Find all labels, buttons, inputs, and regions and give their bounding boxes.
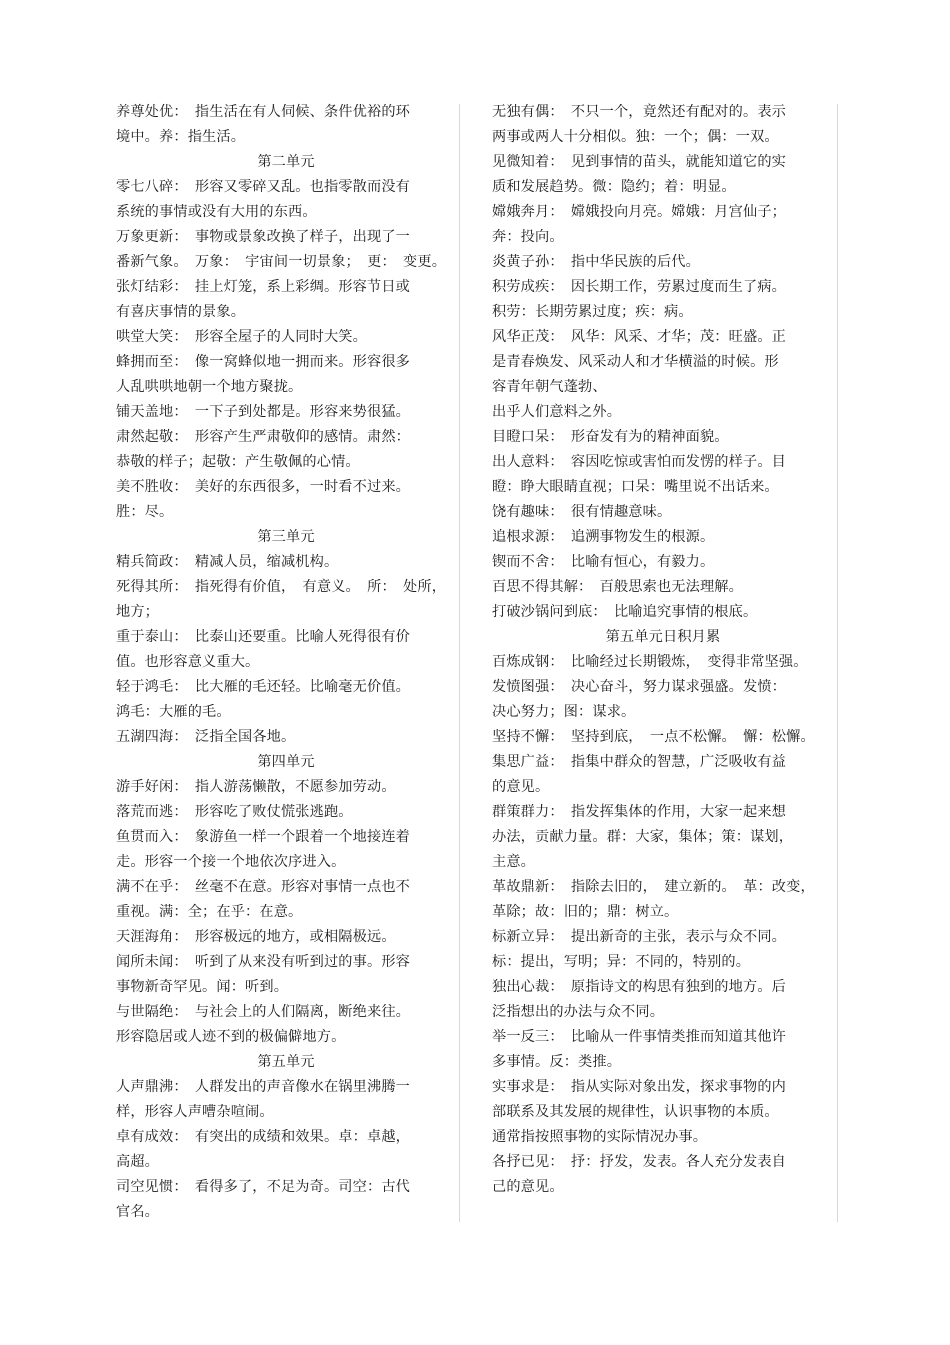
idiom-line: 无独有偶： 不只一个，竟然还有配对的。表示	[492, 104, 786, 120]
idiom-line: 卓有成效： 有突出的成绩和效果。卓：卓越，	[116, 1129, 410, 1145]
section-heading: 第五单元	[257, 1054, 315, 1070]
idiom-line: 标：提出，写明；异：不同的，特别的。	[492, 954, 751, 970]
idiom-line: 境中。养：指生活。	[116, 129, 246, 145]
section-heading: 第五单元日积月累	[605, 629, 721, 645]
section-heading: 第四单元	[257, 754, 315, 770]
idiom-line: 胜：尽。	[116, 504, 174, 520]
column-divider-middle	[459, 104, 460, 1222]
idiom-line: 两事或两人十分相似。独：一个；偶：一双。	[492, 129, 779, 145]
idiom-line: 发愤图强： 决心奋斗，努力谋求强盛。发愤：	[492, 679, 786, 695]
idiom-line: 百思不得其解： 百般思索也无法理解。	[492, 579, 743, 595]
idiom-line: 部联系及其发展的规律性，认识事物的本质。	[492, 1104, 779, 1120]
idiom-line: 精兵简政： 精减人员，缩减机构。	[116, 554, 339, 570]
idiom-line: 积劳成疾： 因长期工作，劳累过度而生了病。	[492, 279, 786, 295]
idiom-line: 官名。	[116, 1204, 160, 1220]
idiom-line: 独出心裁： 原指诗文的构思有独到的地方。后	[492, 979, 786, 995]
idiom-line: 人声鼎沸： 人群发出的声音像水在锅里沸腾一	[116, 1079, 410, 1095]
idiom-line: 鸿毛：大雁的毛。	[116, 704, 231, 720]
section-heading: 第二单元	[257, 154, 315, 170]
idiom-line: 美不胜收： 美好的东西很多，一时看不过来。	[116, 479, 410, 495]
idiom-line: 司空见惯： 看得多了，不足为奇。司空：古代	[116, 1179, 410, 1195]
idiom-line: 瞪：睁大眼睛直视；口呆：嘴里说不出话来。	[492, 479, 779, 495]
idiom-line: 五湖四海： 泛指全国各地。	[116, 729, 296, 745]
right-column	[492, 100, 834, 1200]
idiom-line: 积劳：长期劳累过度；疾：病。	[492, 304, 693, 320]
idiom-line: 蜂拥而至： 像一窝蜂似地一拥而来。形容很多	[116, 354, 410, 370]
idiom-line: 革除；故：旧的；鼎：树立。	[492, 904, 679, 920]
idiom-line: 铺天盖地： 一下子到处都是。形容来势很猛。	[116, 404, 410, 420]
idiom-line: 有喜庆事情的景象。	[116, 304, 246, 320]
idiom-line: 走。形容一个接一个地依次序进入。	[116, 854, 346, 870]
idiom-line: 重视。满：全；在乎：在意。	[116, 904, 303, 920]
idiom-line: 锲而不舍： 比喻有恒心，有毅力。	[492, 554, 715, 570]
idiom-line: 事物新奇罕见。闻：听到。	[116, 979, 289, 995]
idiom-line: 重于泰山： 比泰山还要重。比喻人死得很有价	[116, 629, 410, 645]
idiom-line: 零七八碎： 形容又零碎又乱。也指零散而没有	[116, 179, 410, 195]
idiom-line: 是青春焕发、风采动人和才华横溢的时候。形	[492, 354, 779, 370]
idiom-line: 质和发展趋势。微：隐约；着：明显。	[492, 179, 736, 195]
idiom-line: 张灯结彩： 挂上灯笼，系上彩绸。形容节日或	[116, 279, 410, 295]
idiom-line: 泛指想出的办法与众不同。	[492, 1004, 665, 1020]
idiom-line: 群策群力： 指发挥集体的作用，大家一起来想	[492, 804, 786, 820]
idiom-line: 样，形容人声嘈杂喧闹。	[116, 1104, 274, 1120]
idiom-line: 百炼成钢： 比喻经过长期锻炼， 变得非常坚强。	[492, 654, 808, 670]
idiom-line: 办法，贡献力量。群：大家，集体；策：谋划，	[492, 829, 794, 845]
idiom-line: 恭敬的样子；起敬：产生敬佩的心情。	[116, 454, 360, 470]
idiom-line: 各抒已见： 抒：抒发，发表。各人充分发表自	[492, 1154, 786, 1170]
idiom-line: 值。也形容意义重大。	[116, 654, 260, 670]
idiom-line: 主意。	[492, 854, 536, 870]
idiom-line: 打破沙锅问到底： 比喻追究事情的根底。	[492, 604, 758, 620]
idiom-line: 出乎人们意料之外。	[492, 404, 622, 420]
idiom-line: 天涯海角： 形容极远的地方，或相隔极远。	[116, 929, 396, 945]
idiom-line: 出人意料： 容因吃惊或害怕而发愣的样子。目	[492, 454, 786, 470]
idiom-line: 通常指按照事物的实际情况办事。	[492, 1129, 708, 1145]
idiom-line: 风华正茂： 风华：风采、才华；茂：旺盛。正	[492, 329, 786, 345]
idiom-line: 实事求是： 指从实际对象出发，探求事物的内	[492, 1079, 786, 1095]
idiom-line: 地方；	[116, 604, 160, 620]
idiom-line: 饶有趣味： 很有情趣意味。	[492, 504, 672, 520]
idiom-line: 养尊处优： 指生活在有人伺候、条件优裕的环	[116, 104, 410, 120]
section-heading: 第三单元	[257, 529, 315, 545]
idiom-line: 游手好闲： 指人游荡懒散，不愿参加劳动。	[116, 779, 396, 795]
idiom-line: 高超。	[116, 1154, 160, 1170]
column-divider-right	[837, 104, 838, 1222]
idiom-line: 举一反三： 比喻从一件事情类推而知道其他许	[492, 1029, 786, 1045]
idiom-line: 多事情。反：类推。	[492, 1054, 622, 1070]
idiom-line: 追根求源： 追溯事物发生的根源。	[492, 529, 715, 545]
idiom-line: 哄堂大笑： 形容全屋子的人同时大笑。	[116, 329, 367, 345]
idiom-line: 集思广益： 指集中群众的智慧，广泛吸收有益	[492, 754, 786, 770]
idiom-line: 落荒而逃： 形容吃了败仗慌张逃跑。	[116, 804, 353, 820]
idiom-line: 决心努力；图：谋求。	[492, 704, 636, 720]
idiom-line: 坚持不懈： 坚持到底， 一点不松懈。 懈：松懈。	[492, 729, 815, 745]
idiom-line: 番新气象。 万象： 宇宙间一切景象； 更： 变更。	[116, 254, 447, 270]
left-column	[116, 100, 456, 1225]
idiom-line: 满不在乎： 丝毫不在意。形容对事情一点也不	[116, 879, 410, 895]
idiom-line: 标新立异： 提出新奇的主张，表示与众不同。	[492, 929, 786, 945]
idiom-line: 己的意见。	[492, 1179, 564, 1195]
idiom-line: 死得其所： 指死得有价值， 有意义。 所： 处所，	[116, 579, 447, 595]
idiom-line: 系统的事情或没有大用的东西。	[116, 204, 317, 220]
idiom-line: 与世隔绝： 与社会上的人们隔离，断绝来往。	[116, 1004, 410, 1020]
idiom-line: 目瞪口呆： 形奋发有为的精神面貌。	[492, 429, 729, 445]
idiom-line: 炎黄子孙： 指中华民族的后代。	[492, 254, 700, 270]
idiom-line: 闻所未闻： 听到了从来没有听到过的事。形容	[116, 954, 410, 970]
idiom-line: 的意见。	[492, 779, 550, 795]
idiom-line: 万象更新： 事物或景象改换了样子，出现了一	[116, 229, 410, 245]
idiom-line: 鱼贯而入： 象游鱼一样一个跟着一个地接连着	[116, 829, 410, 845]
idiom-line: 肃然起敬： 形容产生严肃敬仰的感情。肃然：	[116, 429, 410, 445]
idiom-line: 革故鼎新： 指除去旧的， 建立新的。 革：改变，	[492, 879, 815, 895]
idiom-line: 嫦娥奔月： 嫦娥投向月亮。嫦娥：月宫仙子；	[492, 204, 786, 220]
idiom-line: 奔：投向。	[492, 229, 564, 245]
idiom-line: 容青年朝气蓬勃、	[492, 379, 607, 395]
idiom-line: 人乱哄哄地朝一个地方聚拢。	[116, 379, 303, 395]
idiom-line: 轻于鸿毛： 比大雁的毛还轻。比喻毫无价值。	[116, 679, 410, 695]
idiom-line: 形容隐居或人迹不到的极偏僻地方。	[116, 1029, 346, 1045]
idiom-line: 见微知着： 见到事情的苗头，就能知道它的实	[492, 154, 786, 170]
